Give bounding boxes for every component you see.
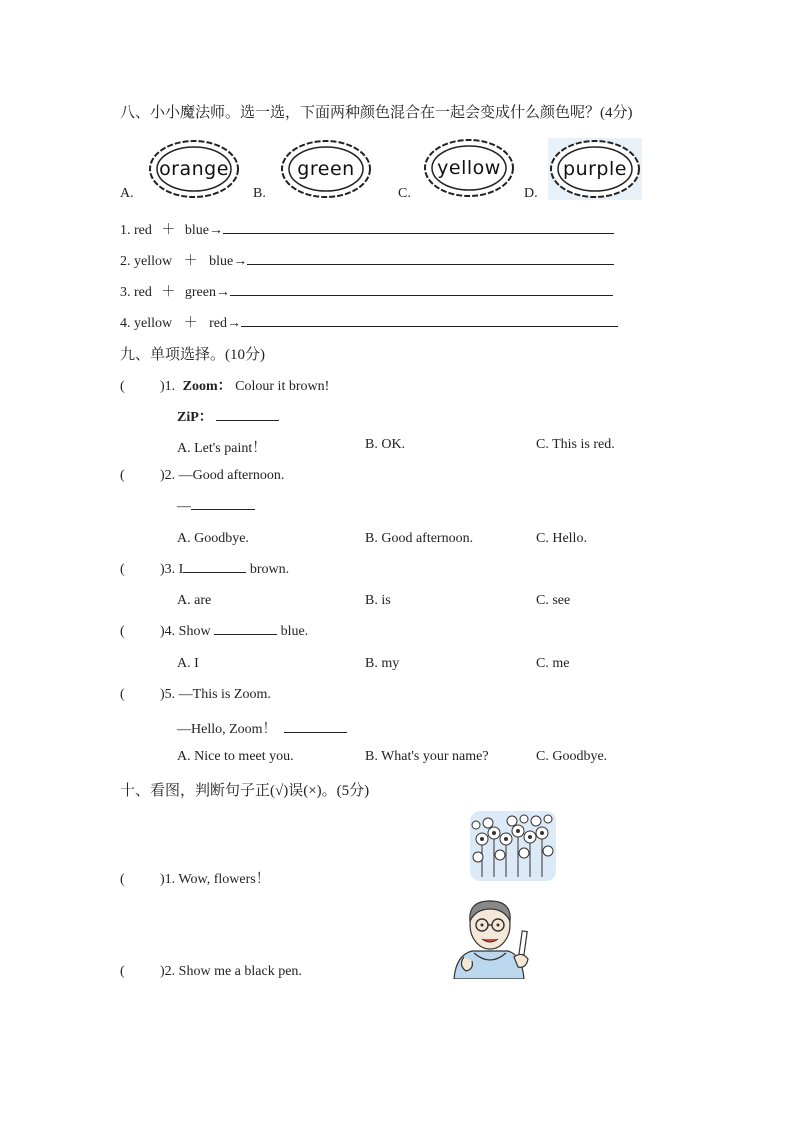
mix-item: 3. red ＋ green→ [120, 281, 613, 301]
option-b-letter: B. [253, 186, 266, 201]
question-1: ( )1. Zoom： Colour it brown! [120, 379, 330, 394]
question-4-option-b[interactable]: B. my [365, 656, 400, 671]
question-5-reply: —Hello, Zoom！ [177, 718, 347, 738]
option-a-word: orange [159, 158, 229, 180]
question-2-option-b[interactable]: B. Good afternoon. [365, 531, 474, 546]
answer-line[interactable] [230, 294, 613, 296]
question-4: ( )4. Show blue. [120, 624, 309, 639]
judge-question-2: ( )2. Show me a black pen. [120, 964, 302, 979]
blank-line[interactable] [214, 633, 277, 635]
question-3-option-c[interactable]: C. see [536, 593, 571, 608]
question-2-option-c[interactable]: C. Hello. [536, 531, 587, 546]
option-c-badge[interactable] [422, 137, 516, 199]
blank-line[interactable] [191, 508, 255, 510]
question-1-option-b[interactable]: B. OK. [365, 437, 406, 452]
section-10-title: 十、看图，判断句子正(√)误(×)。(5分) [120, 783, 370, 799]
answer-line[interactable] [223, 232, 614, 234]
question-5: ( )5. —This is Zoom. [120, 687, 271, 702]
section-8-title: 八、小小魔法师。选一选，下面两种颜色混合在一起会变成什么颜色呢？(4分) [120, 105, 633, 121]
judge-question-1: ( )1. Wow, flowers！ [120, 872, 270, 887]
option-b-badge[interactable] [279, 138, 373, 200]
answer-line[interactable] [241, 325, 618, 327]
blank-line[interactable] [183, 571, 246, 573]
answer-bracket[interactable]: ( [120, 379, 125, 394]
question-5-option-c[interactable]: C. Goodbye. [536, 749, 608, 764]
question-1-option-c[interactable]: C. This is red. [536, 437, 615, 452]
blank-line[interactable] [216, 419, 279, 421]
option-c-letter: C. [398, 186, 411, 201]
answer-bracket[interactable]: ( [120, 562, 125, 577]
question-4-option-a[interactable]: A. I [177, 656, 199, 671]
boy-with-pen-picture-icon [448, 895, 536, 979]
question-5-option-b[interactable]: B. What's your name? [365, 749, 489, 764]
section-9-title: 九、单项选择。(10分) [120, 347, 265, 363]
answer-bracket[interactable]: ( [120, 468, 125, 483]
question-5-option-a[interactable]: A. Nice to meet you. [177, 749, 294, 764]
option-c-word: yellow [437, 157, 501, 179]
question-3: ( )3. I brown. [120, 562, 290, 577]
option-d-badge[interactable] [548, 138, 642, 200]
answer-line[interactable] [247, 263, 614, 265]
mix-item: 1. red ＋ blue→ [120, 219, 614, 239]
answer-bracket[interactable]: ( [120, 964, 125, 979]
blank-line[interactable] [284, 731, 347, 733]
question-1-option-a[interactable]: A. Let's paint！ [177, 441, 267, 456]
option-a-letter: A. [120, 186, 134, 201]
question-2-reply: — [177, 499, 255, 515]
mix-item: 2. yellow ＋ blue→ [120, 250, 614, 270]
question-2: ( )2. —Good afternoon. [120, 468, 285, 483]
flowers-picture-icon [470, 811, 556, 881]
question-2-option-a[interactable]: A. Goodbye. [177, 531, 249, 546]
option-d-letter: D. [524, 186, 538, 201]
answer-bracket[interactable]: ( [120, 872, 125, 887]
question-3-option-a[interactable]: A. are [177, 593, 212, 608]
question-4-option-c[interactable]: C. me [536, 656, 570, 671]
answer-bracket[interactable]: ( [120, 687, 125, 702]
question-3-option-b[interactable]: B. is [365, 593, 391, 608]
mix-item: 4. yellow ＋ red→ [120, 312, 618, 332]
answer-bracket[interactable]: ( [120, 624, 125, 639]
option-a-badge[interactable] [147, 138, 241, 200]
option-b-word: green [297, 158, 355, 180]
option-d-word: purple [563, 158, 627, 180]
question-1-reply: ZiP： [177, 406, 279, 426]
